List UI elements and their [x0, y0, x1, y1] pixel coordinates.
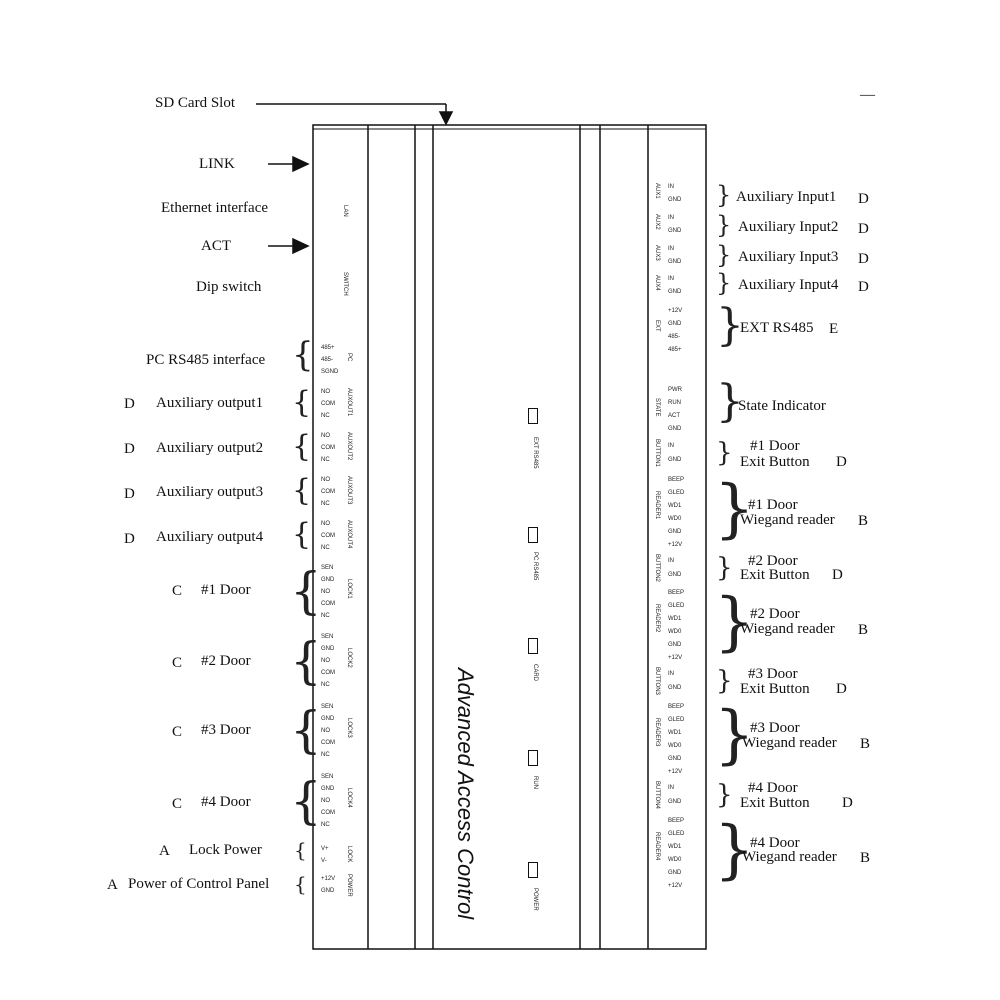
pin-label: IN	[668, 671, 674, 677]
terminal-group-label: BUTTON3	[654, 667, 660, 695]
brace: {	[294, 872, 307, 896]
pin-label: +12V	[668, 655, 683, 661]
door1-label: #1 Door	[201, 582, 251, 598]
pin-label: NO	[321, 589, 330, 595]
letter-c: C	[172, 655, 183, 671]
pin-label: GND	[668, 426, 682, 432]
pin-label: 485+	[668, 347, 682, 353]
door3-wiegand-label: #3 Door	[750, 720, 800, 736]
door1-wiegand-label: #1 Door	[748, 497, 798, 513]
letter-d: D	[842, 795, 853, 811]
letter-d: D	[836, 454, 847, 470]
aux-in1-label: Auxiliary Input1	[736, 189, 837, 205]
pin-label: GND	[668, 529, 682, 535]
pin-label: GLED	[668, 831, 685, 837]
run-led-label: RUN	[532, 776, 538, 789]
pin-label: GND	[321, 646, 335, 652]
pin-label: GLED	[668, 490, 685, 496]
dip-switch-label: Dip switch	[196, 279, 262, 295]
sd-card-slot-label: SD Card Slot	[155, 95, 236, 111]
door4-wiegand-label: #4 Door	[750, 835, 800, 851]
switch-label: SWITCH	[342, 272, 348, 296]
pin-label: 485-	[668, 334, 681, 340]
pin-label: IN	[668, 246, 674, 252]
pin-label: COM	[321, 445, 335, 451]
pin-label: GND	[668, 685, 682, 691]
pin-label: NO	[321, 521, 330, 527]
door4-wiegand-label: Wiegand reader	[742, 849, 837, 865]
brace: }	[716, 181, 732, 209]
pin-label: NC	[321, 501, 330, 507]
brace: }	[716, 300, 744, 351]
terminal-group-label: READER1	[654, 491, 660, 520]
pin-label: COM	[321, 489, 335, 495]
brace: }	[714, 813, 755, 887]
pin-label: GND	[668, 642, 682, 648]
letter-d: D	[858, 251, 869, 267]
brace: }	[716, 666, 733, 696]
card-led-label: CARD	[532, 664, 538, 682]
letter-b: B	[860, 736, 871, 752]
pin-label: V-	[321, 858, 327, 864]
aux-out2-label: Auxiliary output2	[156, 440, 264, 456]
pin-label: ACT	[668, 413, 680, 419]
aux-in4-label: Auxiliary Input4	[738, 277, 839, 293]
pin-label: NC	[321, 822, 330, 828]
pin-label: WD1	[668, 844, 682, 850]
brace: {	[290, 632, 322, 690]
pin-label: +12V	[668, 769, 683, 775]
letter-d: D	[124, 441, 135, 457]
panel-power-label: Power of Control Panel	[128, 876, 270, 892]
terminal-group-label: AUXOUT4	[346, 520, 352, 549]
ext485-led	[528, 408, 538, 424]
pin-label: +12V	[668, 883, 683, 889]
pin-label: SEN	[321, 634, 334, 640]
letter-d: D	[858, 221, 869, 237]
pin-label: +12V	[321, 876, 336, 882]
pin-label: NO	[321, 658, 330, 664]
terminal-group-label: STATE	[654, 398, 660, 417]
letter-b: B	[858, 622, 869, 638]
brace: }	[716, 780, 733, 810]
brace: {	[290, 701, 322, 759]
letter-c: C	[172, 583, 183, 599]
brace: }	[716, 211, 732, 239]
aux-in2-label: Auxiliary Input2	[738, 219, 839, 235]
pin-label: GND	[668, 756, 682, 762]
brace: {	[290, 562, 322, 620]
terminal-group-label: BUTTON4	[654, 781, 660, 809]
letter-d: D	[858, 191, 869, 207]
brace: }	[716, 241, 732, 269]
pin-label: +12V	[668, 542, 683, 548]
pin-label: BEEP	[668, 590, 685, 596]
pin-label: SEN	[321, 774, 334, 780]
letter-d: D	[858, 279, 869, 295]
pin-label: 485+	[321, 345, 335, 351]
pin-label: NO	[321, 389, 330, 395]
pin-label: IN	[668, 443, 674, 449]
pc485-led-label: PC RS485	[532, 552, 538, 581]
power-led	[528, 862, 538, 878]
terminal-group-label: LOCK4	[346, 788, 352, 808]
pin-label: WD1	[668, 616, 682, 622]
door2-label: #2 Door	[201, 653, 251, 669]
pin-label: BEEP	[668, 477, 685, 483]
letter-a: A	[107, 877, 118, 893]
top-dash: —	[860, 87, 875, 103]
door4-label: #4 Door	[201, 794, 251, 810]
letter-c: C	[172, 796, 183, 812]
lock-power-label: Lock Power	[189, 842, 262, 858]
aux-out3-label: Auxiliary output3	[156, 484, 264, 500]
pin-label: WD0	[668, 743, 682, 749]
letter-d: D	[832, 567, 843, 583]
terminal-group-label: READER2	[654, 604, 660, 633]
pin-label: SEN	[321, 565, 334, 571]
door4-exit-label: Exit Button	[740, 795, 810, 811]
terminal-group-label: AUX2	[654, 214, 660, 230]
letter-d: D	[124, 486, 135, 502]
pin-label: WD1	[668, 730, 682, 736]
door1-exit-label: Exit Button	[740, 454, 810, 470]
link-label: LINK	[199, 156, 235, 172]
brace: {	[290, 772, 322, 830]
brace: }	[716, 376, 744, 427]
door2-exit-label: Exit Button	[740, 567, 810, 583]
pin-label: NO	[321, 798, 330, 804]
pin-label: NO	[321, 477, 330, 483]
pin-label: NC	[321, 457, 330, 463]
terminal-group-label: AUXOUT2	[346, 432, 352, 461]
letter-b: B	[860, 850, 871, 866]
letter-a: A	[159, 843, 170, 859]
pin-label: BEEP	[668, 704, 685, 710]
terminal-group-label: EXT	[654, 320, 660, 332]
pin-label: GND	[321, 888, 335, 894]
terminal-group-label: AUX3	[654, 245, 660, 261]
pin-label: GND	[668, 572, 682, 578]
letter-b: B	[858, 513, 869, 529]
ethernet-label: Ethernet interface	[161, 200, 269, 216]
door2-wiegand-label: Wiegand reader	[740, 621, 835, 637]
pin-label: GLED	[668, 717, 685, 723]
pin-label: V+	[321, 846, 329, 852]
terminal-group-label: AUXOUT1	[346, 388, 352, 417]
pin-label: GND	[321, 577, 335, 583]
pin-label: GND	[668, 259, 682, 265]
door1-wiegand-label: Wiegand reader	[740, 512, 835, 528]
terminal-group-label: LOCK	[346, 846, 352, 863]
door3-exit-label: Exit Button	[740, 681, 810, 697]
lan-port-label: LAN	[342, 205, 348, 217]
door2-wiegand-label: #2 Door	[750, 606, 800, 622]
brace: }	[714, 698, 755, 772]
pin-label: WD0	[668, 629, 682, 635]
pin-label: BEEP	[668, 818, 685, 824]
brace: {	[292, 473, 312, 508]
pin-label: +12V	[668, 308, 683, 314]
pin-label: GND	[668, 197, 682, 203]
brace: }	[716, 553, 733, 583]
door4-exit-label: #4 Door	[748, 780, 798, 796]
terminal-group-label: READER4	[654, 832, 660, 861]
door3-exit-label: #3 Door	[748, 666, 798, 682]
door3-wiegand-label: Wiegand reader	[742, 735, 837, 751]
pin-label: GND	[668, 870, 682, 876]
letter-c: C	[172, 724, 183, 740]
pin-label: NC	[321, 682, 330, 688]
ext485-label: EXT RS485	[740, 320, 814, 336]
door2-exit-label: #2 Door	[748, 553, 798, 569]
pin-label: NC	[321, 545, 330, 551]
act-label: ACT	[201, 238, 231, 254]
state-indicator-label: State Indicator	[738, 398, 826, 414]
pin-label: GND	[668, 457, 682, 463]
brace: {	[294, 838, 307, 862]
pin-label: COM	[321, 401, 335, 407]
ext485-led-label: EXT RS485	[532, 437, 538, 469]
terminal-group-label: READER3	[654, 718, 660, 747]
pin-label: NC	[321, 413, 330, 419]
letter-d: D	[124, 531, 135, 547]
brace: {	[292, 517, 312, 552]
letter-d: D	[836, 681, 847, 697]
power-led-label: POWER	[532, 888, 538, 911]
terminal-group-label: POWER	[346, 874, 352, 897]
pin-label: COM	[321, 740, 335, 746]
pin-label: GND	[668, 228, 682, 234]
device-title: Advanced Access Control	[453, 668, 478, 920]
terminal-group-label: LOCK3	[346, 718, 352, 738]
pin-label: NC	[321, 752, 330, 758]
letter-e: E	[829, 321, 839, 337]
pin-label: IN	[668, 558, 674, 564]
pin-label: WD0	[668, 857, 682, 863]
card-led	[528, 638, 538, 654]
pin-label: COM	[321, 670, 335, 676]
aux-out4-label: Auxiliary output4	[156, 529, 264, 545]
terminal-group-label: LOCK2	[346, 648, 352, 668]
terminal-group-label: AUX1	[654, 183, 660, 199]
brace: }	[716, 269, 732, 297]
brace: }	[714, 472, 755, 546]
pin-label: SGND	[321, 369, 339, 375]
pin-label: SEN	[321, 704, 334, 710]
pin-label: NO	[321, 433, 330, 439]
terminal-group-label: AUX4	[654, 275, 660, 291]
pin-label: RUN	[668, 400, 681, 406]
sd-arrow-head	[440, 112, 452, 124]
pin-label: GND	[668, 321, 682, 327]
pin-label: COM	[321, 533, 335, 539]
pin-label: IN	[668, 785, 674, 791]
pin-label: GLED	[668, 603, 685, 609]
brace: {	[292, 385, 312, 420]
act-arrow-head	[293, 239, 308, 253]
pin-label: WD1	[668, 503, 682, 509]
door3-label: #3 Door	[201, 722, 251, 738]
link-arrow-head	[293, 157, 308, 171]
brace: }	[714, 585, 755, 659]
terminal-group-label: AUXOUT3	[346, 476, 352, 505]
pin-label: NC	[321, 613, 330, 619]
pin-label: GND	[668, 289, 682, 295]
pin-label: GND	[668, 799, 682, 805]
letter-d: D	[124, 396, 135, 412]
board-outline	[313, 125, 706, 949]
pin-label: 485-	[321, 357, 334, 363]
pin-label: COM	[321, 810, 335, 816]
pin-label: WD0	[668, 516, 682, 522]
run-led	[528, 750, 538, 766]
brace: {	[292, 335, 314, 375]
pin-label: GND	[321, 786, 335, 792]
brace: {	[292, 429, 312, 464]
door1-exit-label: #1 Door	[750, 438, 800, 454]
pc485-label: PC RS485 interface	[146, 352, 266, 368]
pin-label: NO	[321, 728, 330, 734]
pc485-led	[528, 527, 538, 543]
aux-out1-label: Auxiliary output1	[156, 395, 264, 411]
terminal-group-label: BUTTON1	[654, 439, 660, 467]
terminal-group-label: BUTTON2	[654, 554, 660, 582]
pin-label: IN	[668, 184, 674, 190]
pin-label: PWR	[668, 387, 682, 393]
brace: }	[716, 438, 733, 468]
aux-in3-label: Auxiliary Input3	[738, 249, 839, 265]
pin-label: IN	[668, 276, 674, 282]
terminal-group-label: PC	[346, 353, 352, 362]
pin-label: GND	[321, 716, 335, 722]
pin-label: COM	[321, 601, 335, 607]
terminal-group-label: LOCK1	[346, 579, 352, 599]
pin-label: IN	[668, 215, 674, 221]
